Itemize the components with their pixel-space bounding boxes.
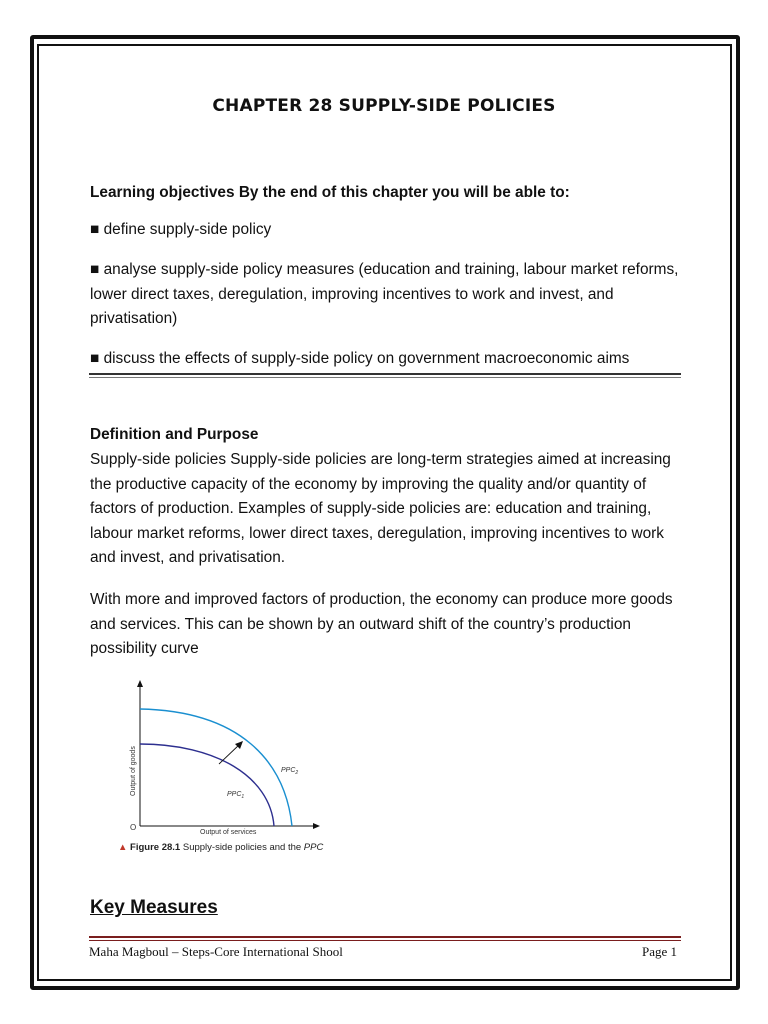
footer-divider — [89, 936, 681, 941]
caption-triangle-icon: ▲ — [118, 842, 128, 853]
origin-label: O — [130, 823, 137, 832]
figure-caption — [118, 842, 323, 853]
ppc2-curve — [140, 709, 292, 826]
figure-number: Figure 28.1 — [130, 842, 181, 853]
objective-item: ■ define supply-side policy — [90, 221, 272, 238]
section-divider — [89, 373, 681, 378]
ppc-diagram — [115, 676, 345, 860]
ppc2-label: $PPC_2$ — [281, 767, 299, 776]
caption-italic: PPC — [303, 842, 324, 853]
ppc-paragraph: With more and improved factors of production, the economy can produce more goods and services. This can be shown by an outward shift of the country’s production possibility curve — [90, 591, 673, 657]
objective-item: ■ discuss the effects of supply-side policy on government macroeconomic aims — [90, 350, 630, 367]
objectives-heading: Learning objectives By the end of this chapter you will be able to: — [90, 184, 570, 201]
chapter-title: CHAPTER 28 SUPPLY-SIDE POLICIES — [212, 96, 556, 116]
caption-text: Supply-side policies and the — [180, 842, 304, 853]
shift-arrow — [219, 744, 240, 764]
definition-heading: Definition and Purpose — [90, 426, 259, 443]
key-measures-heading: Key Measures — [90, 897, 218, 918]
definition-paragraph: Supply-side policies Supply-side policies are long-term strategies aimed at increasing the productive capacity of the economy by improving the quality and/or quantity of factors of production. Examples of supply-side policies are: education and training, labour market reforms, lower direct taxes, deregulation, improving incentives to work and invest, and privatisation. — [90, 451, 671, 566]
page-number: Page 1 — [641, 944, 677, 959]
y-axis-arrow — [137, 680, 143, 687]
objective-item: ■ analyse supply-side policy measures (education and training, labour market reforms, lower direct taxes, deregulation, improving incentives to work and invest, and privatisation) — [90, 261, 679, 327]
x-axis-label: Output of services — [200, 829, 257, 836]
ppc1-curve — [140, 744, 274, 826]
ppc1-label: $PPC_1$ — [227, 791, 245, 800]
x-axis-arrow — [313, 823, 320, 829]
footer-author: Maha Magboul – Steps-Core International Shool — [89, 944, 343, 959]
y-axis-label: Output of goods — [130, 746, 137, 796]
